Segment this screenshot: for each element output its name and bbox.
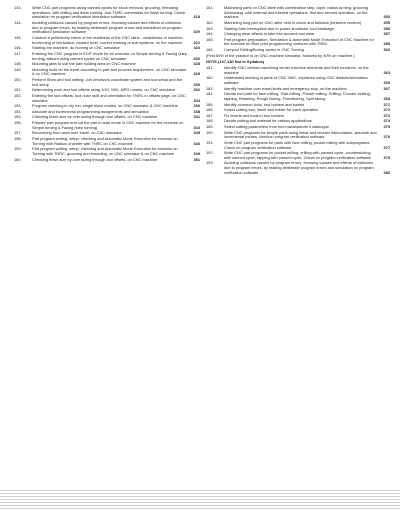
- list-item: [14, 36, 200, 45]
- page-number: 338: [193, 108, 200, 114]
- item-title: Part program writing, setup, checking and Automatic Mode Execution for exercise on Turning with Radius/ chamfer with TNRC on CNC machine: [32, 135, 178, 146]
- list-item: [14, 121, 200, 130]
- item-number: 190.: [206, 129, 214, 135]
- page-number: 329: [193, 71, 200, 77]
- page-number: 320: [193, 29, 200, 35]
- list-item: [206, 6, 390, 20]
- item-number: 152.: [14, 92, 22, 98]
- right-column-list-a: [206, 6, 390, 53]
- page-number: 334: [193, 97, 200, 103]
- item-number: 192.: [206, 150, 214, 156]
- item-title: Select cutting parameters from tool manufacturer's catalogue: [224, 123, 329, 129]
- item-title: Fix inserts and tools in tool holders: [224, 112, 284, 118]
- item-title: Decide tool path for face milling, Side milling, Pocket milling, Drilling, Counter sinking, tapping, Reaming, Rough Boring, Finishboring, Spot facing: [224, 91, 371, 101]
- page-number: 356: [383, 25, 390, 31]
- item-number: 189.: [206, 123, 214, 129]
- item-title: Starting the machine, do homing on CNC simulator: [32, 45, 120, 51]
- page-number: 374: [383, 118, 390, 124]
- practice-note: (First 60% of the practice is on CNC machine simulator, followed by 40% on machine.): [206, 52, 355, 58]
- item-number: 184.: [206, 91, 214, 97]
- item-number: 185.: [206, 101, 214, 107]
- page-number: 346: [193, 140, 200, 146]
- page-number: 343: [193, 124, 200, 130]
- item-number: 143.: [14, 5, 22, 10]
- list-item: [206, 125, 390, 130]
- item-number: 157.: [14, 130, 22, 136]
- page-number: 377: [383, 144, 390, 150]
- page-number: 375: [383, 123, 390, 129]
- list-item: [206, 92, 390, 101]
- item-number: 156.: [14, 120, 22, 126]
- page-number: 360: [383, 47, 390, 53]
- item-number: 165.: [206, 36, 214, 42]
- list-item: [206, 66, 390, 75]
- page-number: 336: [193, 103, 200, 109]
- page-number: 351: [193, 156, 200, 162]
- item-title: Carryout Drilling/Boring cycles in CNC Turning: [224, 47, 304, 53]
- item-title: Absolute and incremental programming assignments and simulation: [32, 108, 149, 114]
- decorative-footer-lines: [0, 490, 400, 511]
- item-title: Program checking in dry run, single block modes, on CNC simulator & CNC machine: [32, 103, 178, 109]
- item-title: Avoiding collisions caused by program errors. Knowing causes and effects of collisions due to program errors, by making deliberate program errors and simulation on program verification software: [224, 160, 374, 175]
- item-number: 183.: [206, 85, 214, 91]
- page-number: 330: [193, 81, 200, 87]
- page-number: 328: [193, 61, 200, 67]
- item-title: Identify CNC vertical machining center machine elements and their functions, on the machine: [224, 65, 369, 75]
- item-title: Mounting tools on the turret according to part and process requirement, on CNC simulator & on CNC machine: [32, 66, 187, 77]
- item-number: 186.: [206, 107, 214, 113]
- item-number: 146.: [14, 45, 22, 51]
- item-title: Write CNC programs for simple parts using linear and circular interpolation, absolute and incremental modes, checkon program verification software: [224, 129, 377, 140]
- list-item: [14, 147, 200, 156]
- page-number: 345: [193, 130, 200, 136]
- item-number: 191.: [206, 139, 214, 145]
- page-number: 326: [193, 55, 200, 61]
- page-number: 371: [383, 101, 390, 107]
- list-item: [206, 161, 390, 175]
- page-number: 341: [193, 114, 200, 120]
- page-number: 324: [193, 45, 200, 51]
- item-number: 182.: [206, 75, 214, 81]
- page-number: 318: [193, 14, 200, 20]
- page-number: 376: [383, 134, 390, 140]
- list-item: [206, 151, 390, 160]
- item-number: 147.: [14, 50, 22, 56]
- list-item: [206, 141, 390, 150]
- item-number: 149.: [14, 66, 22, 72]
- syllabus-note: NOTE-(167-180 Not in Syllabus): [206, 58, 265, 64]
- item-number: 155.: [14, 114, 22, 120]
- item-number: 148.: [14, 61, 22, 67]
- item-number: 188.: [206, 118, 214, 124]
- right-column-list-b: [206, 66, 390, 175]
- left-column: [14, 6, 200, 163]
- item-title: Prepare part program and cut the part in auto mode in CNC machine for the exercise on Simple turning & Facing (step turning): [32, 120, 184, 130]
- list-item: [14, 158, 200, 163]
- list-item: [206, 76, 390, 85]
- item-title: Perform Work and tool setting: Job zero/work coordinate system and tool setup and live tool setup: [32, 77, 183, 87]
- item-number: 151.: [14, 87, 22, 93]
- item-number: 153.: [14, 103, 22, 109]
- item-title: Machining parts on CNC lathe with combination step, taper, radius turning, grooving &threading, with external and internal operations, first and second operation, on the machine: [224, 5, 369, 20]
- list-item: [14, 52, 200, 61]
- item-title: Changing wear offsets to take into account tool wear: [224, 31, 315, 37]
- item-title: Mounting jaws to suit the part holding area on CNC machine: [32, 61, 136, 67]
- page-number: 380: [383, 169, 390, 175]
- list-item: [14, 137, 200, 146]
- list-item: [14, 6, 200, 20]
- item-title: Part program writing, setup, checking and Automatic Mode Execution for exercise on Turning with TNRC, grooving and threading, on CNC simulator & on CNC machine: [32, 146, 178, 156]
- list-item: [206, 21, 390, 26]
- right-column: [206, 6, 390, 176]
- item-title: Starting from interruption due to power shutdown, tool breakage: [224, 25, 334, 31]
- item-number: 181.: [206, 65, 214, 71]
- item-number: 164.: [206, 31, 214, 37]
- page-number: 357: [383, 31, 390, 37]
- item-number: 187.: [206, 112, 214, 118]
- item-number: 158.: [14, 135, 22, 141]
- item-number: 150.: [14, 77, 22, 83]
- item-title: Identify common tools, tool holders and inserts: [224, 101, 305, 107]
- item-title: Checking finish size by over sizing through tool offsets, on CNC machine: [32, 156, 158, 162]
- item-number: 144.: [14, 20, 22, 25]
- item-number: 145.: [14, 35, 22, 40]
- item-title: Avoiding collisions caused by program errors. Knowing causes and effects of collisions due to program errors, by making deliberate program errors and simulation on program verification/ simulation software: [32, 20, 182, 35]
- item-title: Write CNC part programs using canned cycles for stock removal, grooving, threading operations, with drilling and finish turning. Use TNRC commands for finish turning. Check simulation on program verification/ simulation software: [32, 5, 186, 20]
- page-number: 332: [193, 87, 200, 93]
- item-number: 163.: [206, 25, 214, 31]
- item-title: Determining work and tool offsets using JOG, MDI, MPG modes, on CNC simulator: [32, 87, 176, 93]
- page-number: 363: [383, 69, 390, 75]
- list-item: [14, 94, 200, 103]
- item-title: Understand working of parts of CNC VMC, explained using CNC didactic/simulation software: [224, 75, 368, 86]
- item-number: 161.: [206, 5, 214, 10]
- page-number: 368: [383, 95, 390, 101]
- item-title: Conduct a preliminary check of the readiness of the CNC lathe - cleanliness of machine, functioning of lubrication, coolant level, correct working of sub-systems, on the machine: [32, 35, 184, 45]
- page-number: 379: [383, 154, 390, 160]
- item-title: Decide cutting tool material for various applications: [224, 118, 312, 124]
- item-title: Recovering from axes over travel, on CNC simulator: [32, 130, 122, 136]
- item-title: Entering the CNC program in EDIT mode for an exercise on Simple turning & Facing (step turning) without using canned cycles on CNC simulator: [32, 50, 187, 61]
- item-title: Part program preparation, Simulation & Automatic Mode Execution of CNC Machine for the exercise on Blue print programming contours with TNRC: [224, 36, 374, 47]
- item-number: 166.: [206, 47, 214, 53]
- page-number: 367: [383, 85, 390, 91]
- page-number: 353: [383, 14, 390, 20]
- page-number: 322: [193, 39, 200, 45]
- page-number: 349: [193, 150, 200, 156]
- page-number: 373: [383, 112, 390, 118]
- item-number: 162.: [206, 20, 214, 25]
- item-title: Entering the tool offsets, tool nose radii and orientation for TNRC in offsets page, on CNC simulator: [32, 92, 186, 103]
- page-number: 358: [383, 41, 390, 47]
- item-title: Machining long part on CNC lathe held in chuck and tailstock (between centers): [224, 20, 362, 25]
- list-item: [14, 21, 200, 35]
- page-number: 365: [383, 80, 390, 86]
- item-title: Write CNC part programs for pocket milling, drilling with canned cycle, countersinking with canned cycle, tapping with canned cycle. Check on program verification software: [224, 150, 372, 160]
- item-number: 159.: [14, 146, 22, 152]
- list-item: [206, 38, 390, 47]
- list-item: [206, 131, 390, 140]
- item-title: Write CNC part programs for parts with face milling, pocket milling with subprograms. Check on program verification software: [224, 139, 371, 150]
- list-item: [14, 68, 200, 77]
- item-title: Identify machine over travel limits and emergency stop, on the machine: [224, 85, 347, 91]
- page-number: 355: [383, 20, 390, 25]
- item-title: Checking finish size by over sizing through tool offsets, on CNC machine: [32, 114, 158, 120]
- page-number: 372: [383, 107, 390, 113]
- list-item: [14, 78, 200, 87]
- item-number: 154.: [14, 108, 22, 114]
- item-number: 193.: [206, 160, 214, 166]
- item-title: Select cutting tool, insert and holder for each operation: [224, 107, 319, 113]
- item-number: 160.: [14, 156, 22, 162]
